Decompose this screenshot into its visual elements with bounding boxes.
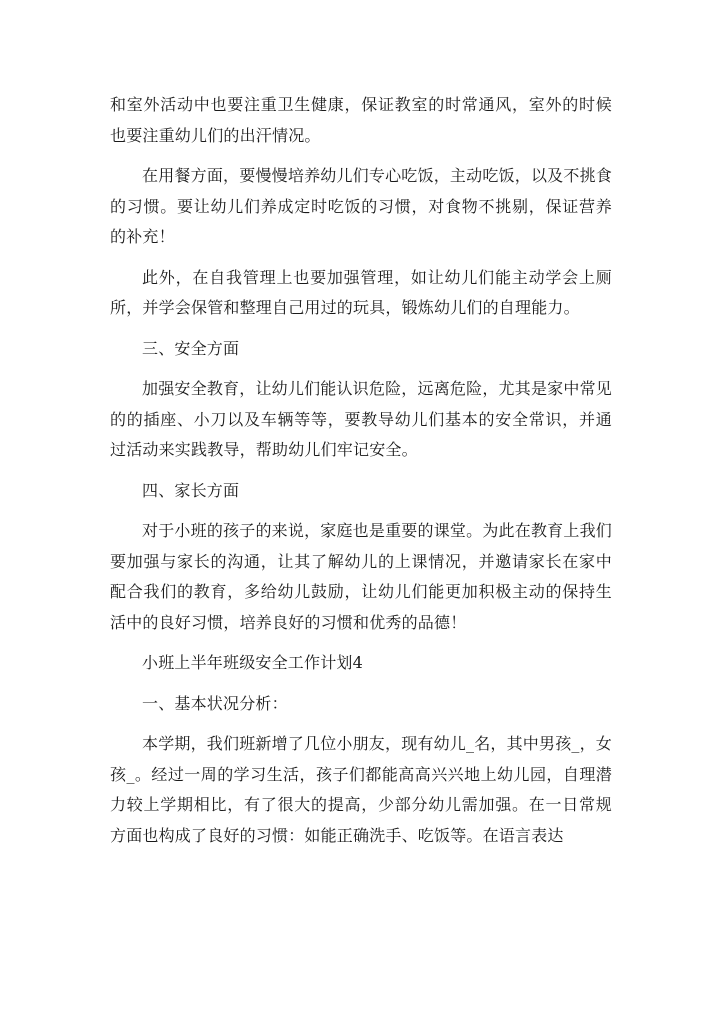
paragraph-gap bbox=[110, 468, 612, 476]
paragraph-meals: 在用餐方面，要慢慢培养幼儿们专心吃饭，主动吃饭，以及不挑食的习惯。要让幼儿们养成定时吃饭的习惯，对食物不挑剔，保证营养的补充！ bbox=[110, 166, 612, 246]
paragraph-analysis: 本学期，我们班新增了几位小朋友，现有幼儿_名，其中男孩_，女孩_。经过一周的学习生活，孩子们都能高高兴兴地上幼儿园，自理潜力较上学期相比，有了很大的提高，少部分幼儿需加强。在一日常规方面也构成了良好的习惯：如能正确洗手、吃饭等。在语言表达 bbox=[110, 734, 613, 845]
paragraph-gap bbox=[110, 326, 612, 334]
paragraph-gap bbox=[110, 640, 612, 648]
paragraph-gap bbox=[110, 153, 612, 161]
section-heading-safety: 三、安全方面 bbox=[142, 338, 240, 358]
paragraph-self-care: 此外，在自我管理上也要加强管理，如让幼儿们能主动学会上厕所，并学会保管和整理自己用过的玩具，锻炼幼儿们的自理能力。 bbox=[110, 267, 612, 317]
paragraph-gap bbox=[110, 508, 612, 516]
section-heading-analysis: 一、基本状况分析： bbox=[142, 693, 288, 713]
paragraph-gap bbox=[110, 255, 612, 263]
paragraph-safety: 加强安全教育，让幼儿们能认识危险，远离危险，尤其是家中常见的的插座、小刀以及车辆等等，要教导幼儿们基本的安全常识，并通过活动来实践教导，帮助幼儿们牢记安全。 bbox=[110, 379, 612, 459]
paragraph-gap bbox=[110, 721, 612, 729]
section-heading-parents: 四、家长方面 bbox=[142, 480, 240, 500]
paragraph-gap bbox=[110, 366, 612, 374]
paragraph-hygiene: 和室外活动中也要注重卫生健康，保证教室的时常通风，室外的时候也要注重幼儿们的出汗情况。 bbox=[110, 95, 612, 145]
paragraph-gap bbox=[110, 681, 612, 689]
document-page bbox=[110, 90, 612, 853]
paragraph-parents: 对于小班的孩子的来说，家庭也是重要的课堂。为此在教育上我们要加强与家长的沟通，让其了解幼儿的上课情况，并邀请家长在家中配合我们的教育，多给幼儿鼓励，让幼儿们能更加积极主动的保持生活中的良好习惯，培养良好的习惯和优秀的品德！ bbox=[110, 521, 612, 632]
document-title-plan-4: 小班上半年班级安全工作计划4 bbox=[142, 653, 363, 672]
